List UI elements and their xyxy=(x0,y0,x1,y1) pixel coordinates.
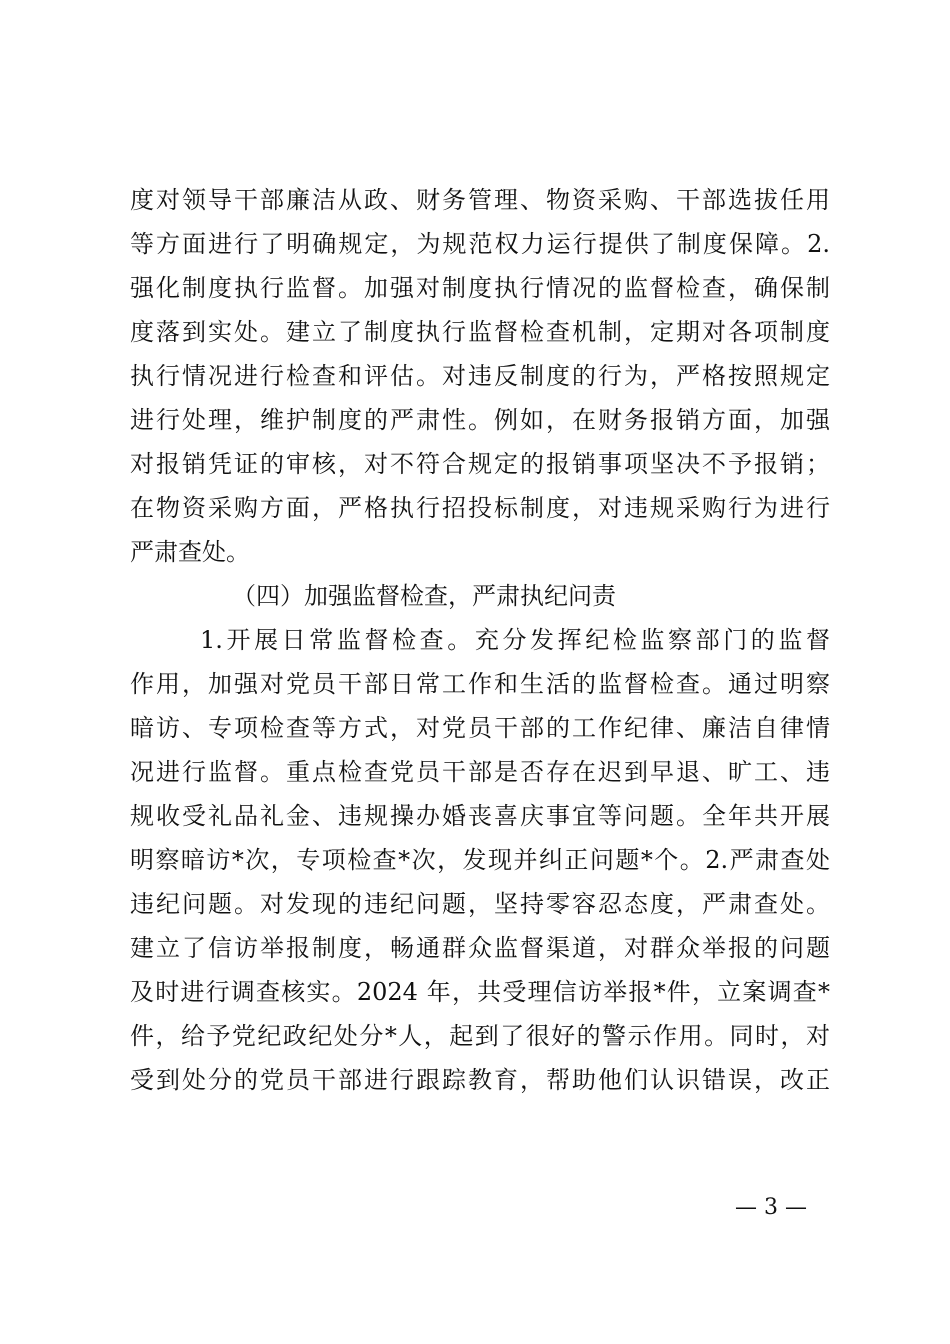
body-text-line: 明察暗访*次，专项检查*次，发现并纠正问题*个。2.严肃查处 xyxy=(130,846,830,874)
body-text-line: 受到处分的党员干部进行跟踪教育，帮助他们认识错误，改正 xyxy=(130,1066,830,1094)
body-text-line: 进行处理，维护制度的严肃性。例如，在财务报销方面，加强 xyxy=(130,406,830,434)
body-text-line: 及时进行调查核实。2024 年，共受理信访举报*件，立案调查* xyxy=(130,978,830,1006)
body-text-line: 等方面进行了明确规定，为规范权力运行提供了制度保障。2. xyxy=(130,230,830,258)
body-text-line: 度落到实处。建立了制度执行监督检查机制，定期对各项制度 xyxy=(130,318,830,346)
body-text-line: 对报销凭证的审核，对不符合规定的报销事项坚决不予报销； xyxy=(130,450,830,478)
section-heading: （四）加强监督检查，严肃执纪问责 xyxy=(232,582,616,610)
body-text-line: 严肃查处。 xyxy=(130,538,250,566)
body-text-line: 执行情况进行检查和评估。对违反制度的行为，严格按照规定 xyxy=(130,362,830,390)
body-text-line: 作用，加强对党员干部日常工作和生活的监督检查。通过明察 xyxy=(130,670,830,698)
page-number: — 3 — xyxy=(735,1195,807,1220)
body-text-line: 度对领导干部廉洁从政、财务管理、物资采购、干部选拔任用 xyxy=(130,186,830,214)
body-text-line: 强化制度执行监督。加强对制度执行情况的监督检查，确保制 xyxy=(130,274,830,302)
body-text-line: 1.开展日常监督检查。充分发挥纪检监察部门的监督 xyxy=(200,626,830,654)
body-text-line: 暗访、专项检查等方式，对党员干部的工作纪律、廉洁自律情 xyxy=(130,714,830,742)
body-text-line: 件，给予党纪政纪处分*人，起到了很好的警示作用。同时，对 xyxy=(130,1022,830,1050)
body-text-line: 在物资采购方面，严格执行招投标制度，对违规采购行为进行 xyxy=(130,494,830,522)
body-text-line: 建立了信访举报制度，畅通群众监督渠道，对群众举报的问题 xyxy=(130,934,830,962)
body-text-line: 况进行监督。重点检查党员干部是否存在迟到早退、旷工、违 xyxy=(130,758,830,786)
body-text-line: 规收受礼品礼金、违规操办婚丧喜庆事宜等问题。全年共开展 xyxy=(130,802,830,830)
body-text-line: 违纪问题。对发现的违纪问题，坚持零容忍态度，严肃查处。 xyxy=(130,890,830,918)
